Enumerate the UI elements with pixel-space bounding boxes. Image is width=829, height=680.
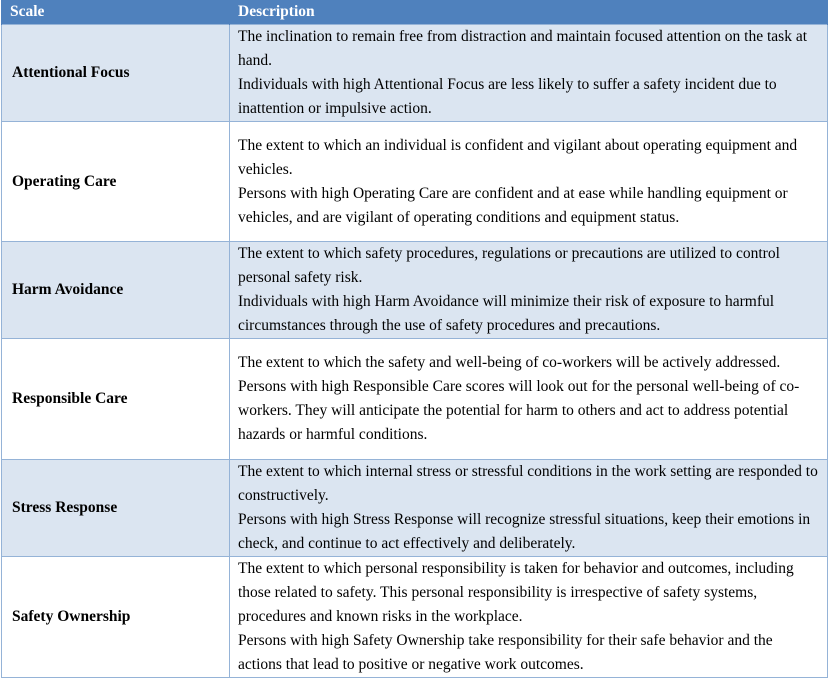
scale-name: Safety Ownership <box>2 557 230 678</box>
scale-detail: Persons with high Responsible Care scores will look out for the personal well-being of co-workers. They will anticipate the potential for harm to others and act to address potential hazards or harmful conditions. <box>238 378 800 443</box>
scale-name: Harm Avoidance <box>2 242 230 339</box>
scale-column-header: Scale <box>2 0 230 25</box>
table-row <box>2 460 828 557</box>
scale-name: Operating Care <box>2 122 230 242</box>
scale-name: Stress Response <box>2 460 230 557</box>
header-row <box>2 0 828 25</box>
description-cell <box>230 25 828 122</box>
description-cell <box>230 557 828 678</box>
scale-name: Responsible Care <box>2 339 230 460</box>
scale-definition: The extent to which internal stress or stressful conditions in the work setting are responded to constructively. <box>238 463 818 504</box>
table-row <box>2 557 828 678</box>
description-cell <box>230 242 828 339</box>
scale-detail: Persons with high Operating Care are confident and at ease while handling equipment or vehicles, and are vigilant of operating conditions and equipment status. <box>238 184 788 226</box>
scale-definition: The extent to which an individual is confident and vigilant about operating equipment and vehicles. <box>238 136 798 178</box>
table-row <box>2 339 828 460</box>
scale-definition: The extent to which safety procedures, regulations or precautions are utilized to control personal safety risk. <box>238 245 780 286</box>
scale-detail: Persons with high Safety Ownership take responsibility for their safe behavior and the actions that lead to positive or negative work outcomes. <box>238 632 773 673</box>
scale-definition: The extent to which personal responsibility is taken for behavior and outcomes, including those related to safety. This personal responsibility is irrespective of safety systems, procedures and known risks in the workplace. <box>238 560 794 625</box>
scale-definition: The extent to which the safety and well-being of co-workers will be actively addressed. <box>238 354 781 371</box>
table-row <box>2 242 828 339</box>
scale-name: Attentional Focus <box>2 25 230 122</box>
scale-detail: Individuals with high Attentional Focus are less likely to suffer a safety incident due to inattention or impulsive action. <box>238 76 777 117</box>
description-cell <box>230 339 828 460</box>
table-row <box>2 25 828 122</box>
scales-table <box>1 0 828 678</box>
table-row <box>2 122 828 242</box>
description-column-header: Description <box>230 0 828 25</box>
scale-definition: The inclination to remain free from distraction and maintain focused attention on the task at hand. <box>238 28 808 69</box>
description-cell <box>230 122 828 242</box>
scale-detail: Individuals with high Harm Avoidance will minimize their risk of exposure to harmful circumstances through the use of safety procedures and precautions. <box>238 293 775 334</box>
scale-detail: Persons with high Stress Response will recognize stressful situations, keep their emotions in check, and continue to act effectively and deliberately. <box>238 511 811 552</box>
description-cell <box>230 460 828 557</box>
